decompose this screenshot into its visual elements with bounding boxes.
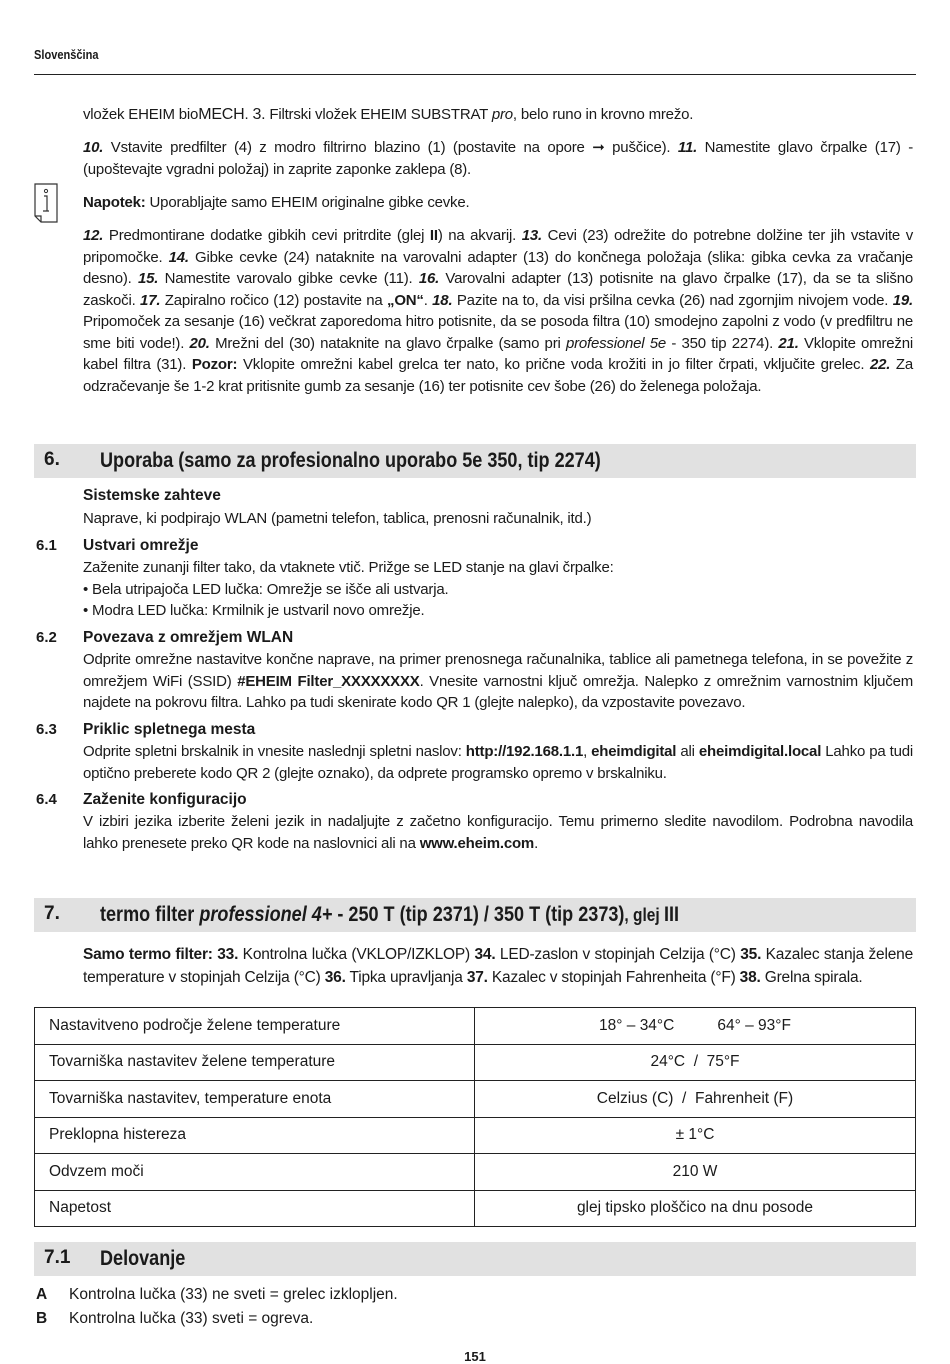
step-15-text: Namestite varovalo gibke cevke (11). <box>158 270 419 287</box>
separator: , <box>583 743 592 760</box>
step-22: 22. <box>869 356 891 373</box>
section-7-1-heading <box>34 1242 916 1276</box>
step-20-text: Mrežni del (30) nataknite na glavo črpalke (samo pri <box>209 334 566 352</box>
pro-text: pro <box>491 106 513 123</box>
step-18: 18. <box>432 291 453 309</box>
component-number: 36. <box>324 969 346 986</box>
component-number: 37. <box>466 969 488 986</box>
step-12-text: Predmontirane dodatke gibkih cevi pritrdite (glej <box>103 227 430 244</box>
step-3: 3. <box>252 106 266 123</box>
section-number: 7.1 <box>44 1247 71 1268</box>
spec-value: 18° – 34°C 64° – 93°F <box>475 1008 916 1045</box>
step-10-text-b: puščice). <box>604 139 678 156</box>
arrow-icon: ➞ <box>592 139 605 156</box>
spec-value: Celzius (C) / Fahrenheit (F) <box>475 1081 916 1118</box>
component-text: LED-zaslon v stopinjah Celzija (°C) <box>495 946 741 963</box>
figure-ref-iii: III <box>663 903 680 926</box>
subsection-6-4-body <box>83 811 913 854</box>
or-text: ali <box>676 743 699 760</box>
header-rule <box>34 74 916 75</box>
subsection-number: 6.1 <box>36 537 57 554</box>
body-text: Lahko pa tudi optično preberete kodo QR 2 (glejte oznako), da odprete programsko opremo v brskalniku. <box>83 743 913 782</box>
title-part: - 250 T (tip 2371) / 350 T (tip 2373) <box>332 903 625 926</box>
step-22-text: Za odzračevanje še 1-2 krat pritisnite gumb za sesanje (16) ter potisnite cev šobe (26) do želenega položaja. <box>83 356 913 395</box>
section-number: 6. <box>44 449 60 470</box>
subsection-6-1-body <box>83 557 913 622</box>
component-text: Tipka upravljanja <box>345 969 467 986</box>
component-number: 38. <box>739 969 761 986</box>
warning-label: Pozor: <box>191 356 238 373</box>
section-title: Delovanje <box>100 1247 186 1270</box>
component-text: Kontrolna lučka (VKLOP/IZKLOP) <box>238 946 475 963</box>
spec-value: ± 1°C <box>475 1117 916 1154</box>
spec-label: Tovarniška nastavitev želene temperature <box>35 1044 475 1081</box>
table-row <box>35 1117 916 1154</box>
step-20: 20. <box>189 334 210 352</box>
subsection-number: 6.3 <box>36 721 57 738</box>
table-row <box>35 1081 916 1118</box>
body-text: . Vnesite varnostni ključ omrežja. Nalepko z omrežnim varnostnim ključem najdete na pokrovu filtra. Lahko pa tudi skenirate kodo QR 1 (glejte nalepko), da vzpostavite povezavo. <box>83 672 914 711</box>
ip-address: http://192.168.1.1 <box>465 743 584 760</box>
step-13-text: Cevi (23) odrežite do potrebne dolžine ter jih vstavite v pripomočke. <box>83 227 914 266</box>
note-line <box>83 192 913 214</box>
step-17-text-b: . <box>423 291 433 309</box>
subsection-heading: Zaženite konfiguracijo <box>83 791 247 808</box>
list-item: • Bela utripajoča LED lučka: Omrežje se išče ali ustvarja. <box>83 580 449 598</box>
table-row <box>35 1008 916 1045</box>
section-6-heading <box>34 444 916 478</box>
body-text: . <box>534 834 539 852</box>
subsection-heading: Ustvari omrežje <box>83 537 199 554</box>
section-title: Uporaba (samo za profesionalno uporabo 5e 350, tip 2274) <box>100 449 601 472</box>
spec-value: 210 W <box>475 1154 916 1191</box>
spec-value: glej tipsko ploščico na dnu posode <box>475 1190 916 1227</box>
section-7-heading <box>34 898 916 932</box>
step-15: 15. <box>137 270 159 287</box>
component-text: Grelna spirala. <box>760 969 863 986</box>
spec-label: Nastavitveno področje želene temperature <box>35 1008 475 1045</box>
table-row <box>35 1190 916 1227</box>
ssid-text: #EHEIM Filter_XXXXXXXX <box>237 672 420 690</box>
on-label: „ON“ <box>387 291 424 309</box>
step-21-text-b: Vklopite omrežni kabel grelca ter nato, ko prične voda krožiti in jo filter črpati, vključite grelec. <box>237 356 870 373</box>
system-requirements-text: Naprave, ki podpirajo WLAN (pametni telefon, tablica, prenosni računalnik, itd.) <box>83 510 592 527</box>
state-a <box>36 1286 398 1304</box>
title-part: , glej <box>624 905 664 925</box>
step-11-text: Namestite glavo črpalke (17) - (upoštevajte vgradni položaj) in zaprite zaponke zaklepa (8). <box>83 139 913 178</box>
spec-label: Odvzem moči <box>35 1154 475 1191</box>
state-b <box>36 1310 313 1328</box>
figure-ref-ii: II <box>429 227 438 244</box>
intro-dot: . <box>244 106 253 123</box>
title-part: termo filter <box>100 903 200 926</box>
page-number: 151 <box>464 1349 486 1364</box>
hostname: eheimdigital <box>591 743 677 760</box>
step-16: 16. <box>418 270 440 287</box>
component-number: 35. <box>740 946 762 963</box>
section-number: 7. <box>44 903 60 924</box>
step-17: 17. <box>140 291 161 309</box>
note-label: Napotek: <box>83 194 146 211</box>
subsection-6-3-body <box>83 741 913 784</box>
section-title <box>100 903 679 927</box>
step-18-text: Pazite na to, da visi pršilna cevka (26) nad zgornjim nivojem vode. <box>452 291 893 309</box>
title-model: professionel 4+ <box>199 903 333 926</box>
step-14: 14. <box>168 248 189 266</box>
spec-table-body <box>35 1008 916 1227</box>
step-12: 12. <box>83 227 104 244</box>
component-text: Kazalec v stopinjah Fahrenheita (°F) <box>487 969 740 986</box>
website-link: www.eheim.com <box>419 834 535 852</box>
component-text: Kazalec stanja želene temperature v stopinjah Celzija (°C) <box>83 946 913 986</box>
subsection-number: 6.4 <box>36 791 57 808</box>
intro-text-b: Filtrski vložek EHEIM SUBSTRAT <box>265 106 492 123</box>
spec-label: Tovarniška nastavitev, temperature enota <box>35 1081 475 1118</box>
table-row <box>35 1154 916 1191</box>
intro-line <box>83 104 913 126</box>
spec-value: 24°C / 75°F <box>475 1044 916 1081</box>
step-19: 19. <box>892 291 913 309</box>
subsection-number: 6.2 <box>36 629 57 646</box>
step-11: 11. <box>677 139 698 156</box>
list-line: Zaženite zunanji filter tako, da vtaknete vtič. Prižge se LED stanje na glavi črpalke: <box>83 559 614 576</box>
intro-text-c: , belo runo in krovno mrežo. <box>512 106 694 123</box>
steps-12-22 <box>83 225 913 397</box>
subsection-heading: Priklic spletnega mesta <box>83 721 256 738</box>
body-text: Odprite spletni brskalnik in vnesite naslednji spletni naslov: <box>83 743 466 760</box>
thermo-filter-label: Samo termo filter: <box>83 946 213 963</box>
step-19-text: Pripomoček za sesanje (16) večkrat zaporedoma hitro potisnite, da se posoda filtra (10) smodejno zapolni z vodo (v predfiltru ne sme biti vode!). <box>83 313 913 352</box>
state-text: Kontrolna lučka (33) ne sveti = grelec izklopljen. <box>69 1286 398 1303</box>
subsection-heading: Povezava z omrežjem WLAN <box>83 629 294 646</box>
spec-label: Preklopna histereza <box>35 1117 475 1154</box>
step-21-text: Vklopite omrežni kabel filtra (31). <box>83 334 914 373</box>
step-13: 13. <box>521 227 542 244</box>
body-text: Odprite omrežne nastavitve končne naprave, na primer prenosnega računalnika, tablice ali pametnega telefona, in se povežite z omrežjem WiFi (SSID) <box>83 651 913 690</box>
table-row <box>35 1044 916 1081</box>
state-key: B <box>36 1310 48 1327</box>
step-20-text-b: - 350 tip 2274). <box>666 334 779 352</box>
spec-table <box>34 1007 916 1227</box>
spec-label: Napetost <box>35 1190 475 1227</box>
info-note-icon <box>34 183 58 223</box>
step-12-text-b: ) na akvarij. <box>437 227 522 244</box>
hostname-local: eheimdigital.local <box>698 743 822 760</box>
intro-text: vložek EHEIM bio <box>83 106 199 123</box>
body-text: V izbiri jezika izberite želeni jezik in nadaljujte z začetno konfiguracijo. Temu primerno sledite navodilom. Podrobna navodila lahko prenesete preko QR kode na naslovnici ali na <box>83 813 913 852</box>
system-requirements-heading: Sistemske zahteve <box>83 487 221 504</box>
subsection-6-2-body <box>83 649 913 714</box>
steps-10-11 <box>83 137 913 180</box>
note-text: Uporabljajte samo EHEIM originalne gibke cevke. <box>145 194 470 211</box>
step-14-text: Gibke cevke (24) nataknite na varovalni adapter (13) do končnega položaja (slika: gibka cevka za vračanje desno). <box>83 248 913 287</box>
language-header: Slovenščina <box>34 47 99 62</box>
component-number: 34. <box>474 946 496 963</box>
component-number: 33. <box>212 946 239 963</box>
state-text: Kontrolna lučka (33) sveti = ogreva. <box>69 1310 314 1327</box>
step-10: 10. <box>83 139 104 156</box>
mech-text: MECH <box>198 106 245 123</box>
step-21: 21. <box>778 334 799 352</box>
step-17-text: Zapiralno ročico (12) postavite na <box>160 291 388 309</box>
step-10-text: Vstavite predfilter (4) z modro filtrirno blazino (1) (postavite na opore <box>103 139 593 156</box>
state-key: A <box>36 1286 48 1303</box>
step-16-text: Varovalni adapter (13) potisnite na glavo črpalke (17), da se ta slišno zaskoči. <box>83 270 913 309</box>
thermo-filter-intro <box>83 943 913 989</box>
list-item: • Modra LED lučka: Krmilnik je ustvaril novo omrežje. <box>83 602 425 619</box>
professionel-5e: professionel 5e <box>565 334 667 352</box>
